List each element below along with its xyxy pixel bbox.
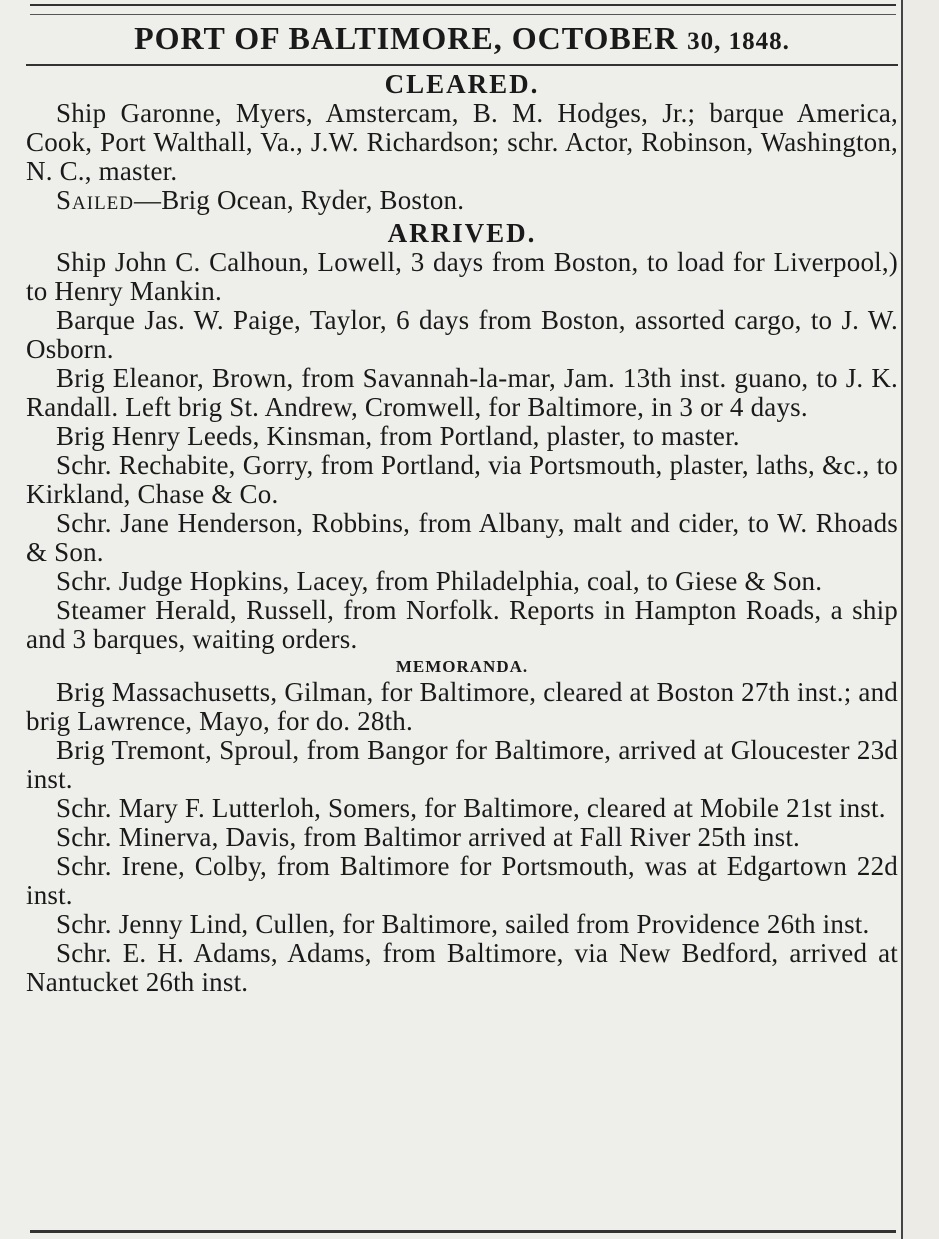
- masthead: [26, 18, 898, 66]
- arrived-entry: Brig Henry Leeds, Kinsman, from Portland, plaster, to master.: [56, 421, 740, 451]
- arrived-entry: Schr. Rechabite, Gorry, from Portland, via Portsmouth, plaster, laths, &c., to Kirkland, Chase & Co.: [26, 450, 898, 509]
- memoranda-entry: Schr. E. H. Adams, Adams, from Baltimore, via New Bedford, arrived at Nantucket 26th inst.: [26, 938, 898, 997]
- masthead-title: PORT OF BALTIMORE, OCTOBER: [134, 20, 679, 56]
- sailed-lead: Sailed: [56, 185, 134, 215]
- memoranda-entry: Schr. Irene, Colby, from Baltimore for Portsmouth, was at Edgartown 22d inst.: [26, 851, 898, 910]
- top-rule: [30, 4, 896, 6]
- memoranda-entry: Schr. Mary F. Lutterloh, Somers, for Baltimore, cleared at Mobile 21st inst.: [56, 793, 886, 823]
- arrived-heading: ARRIVED.: [387, 218, 537, 248]
- shipping-news-column: [26, 18, 898, 997]
- arrived-entry: Schr. Jane Henderson, Robbins, from Albany, malt and cider, to W. Rhoads & Son.: [26, 508, 898, 567]
- memoranda-heading: MEMORANDA.: [395, 657, 529, 676]
- sailed-text: —Brig Ocean, Ryder, Boston.: [134, 185, 465, 215]
- arrived-entry: Schr. Judge Hopkins, Lacey, from Philadelphia, coal, to Giese & Son.: [56, 566, 823, 596]
- masthead-date: 30, 1848.: [687, 28, 790, 55]
- arrived-entry: Brig Eleanor, Brown, from Savannah-la-mar, Jam. 13th inst. guano, to J. K. Randall. Left brig St. Andrew, Cromwell, for Baltimore, in 3 or 4 days.: [26, 363, 898, 422]
- adjacent-column-edge: [901, 0, 939, 1239]
- bottom-rule: [30, 1230, 896, 1233]
- memoranda-entry: Schr. Jenny Lind, Cullen, for Baltimore, sailed from Providence 26th inst.: [56, 909, 870, 939]
- arrived-entry: Steamer Herald, Russell, from Norfolk. Reports in Hampton Roads, a ship and 3 barques, waiting orders.: [26, 595, 898, 654]
- memoranda-entry: Brig Massachusetts, Gilman, for Baltimore, cleared at Boston 27th inst.; and brig Lawrence, Mayo, for do. 28th.: [26, 677, 898, 736]
- arrived-entry: Ship John C. Calhoun, Lowell, 3 days from Boston, to load for Liverpool,) to Henry Mankin.: [26, 247, 898, 306]
- memoranda-entry: Schr. Minerva, Davis, from Baltimor arrived at Fall River 25th inst.: [56, 822, 800, 852]
- cleared-heading: CLEARED.: [384, 69, 540, 99]
- top-rule-thin: [30, 14, 896, 15]
- arrived-entry: Barque Jas. W. Paige, Taylor, 6 days from Boston, assorted cargo, to J. W. Osborn.: [26, 305, 898, 364]
- memoranda-entry: Brig Tremont, Sproul, from Bangor for Baltimore, arrived at Gloucester 23d inst.: [26, 735, 898, 794]
- sailed-entry: [26, 186, 898, 215]
- cleared-entry: Ship Garonne, Myers, Amstercam, B. M. Hodges, Jr.; barque America, Cook, Port Walthall, Va., J.W. Richardson; schr. Actor, Robinson, Washington, N. C., master.: [26, 98, 898, 186]
